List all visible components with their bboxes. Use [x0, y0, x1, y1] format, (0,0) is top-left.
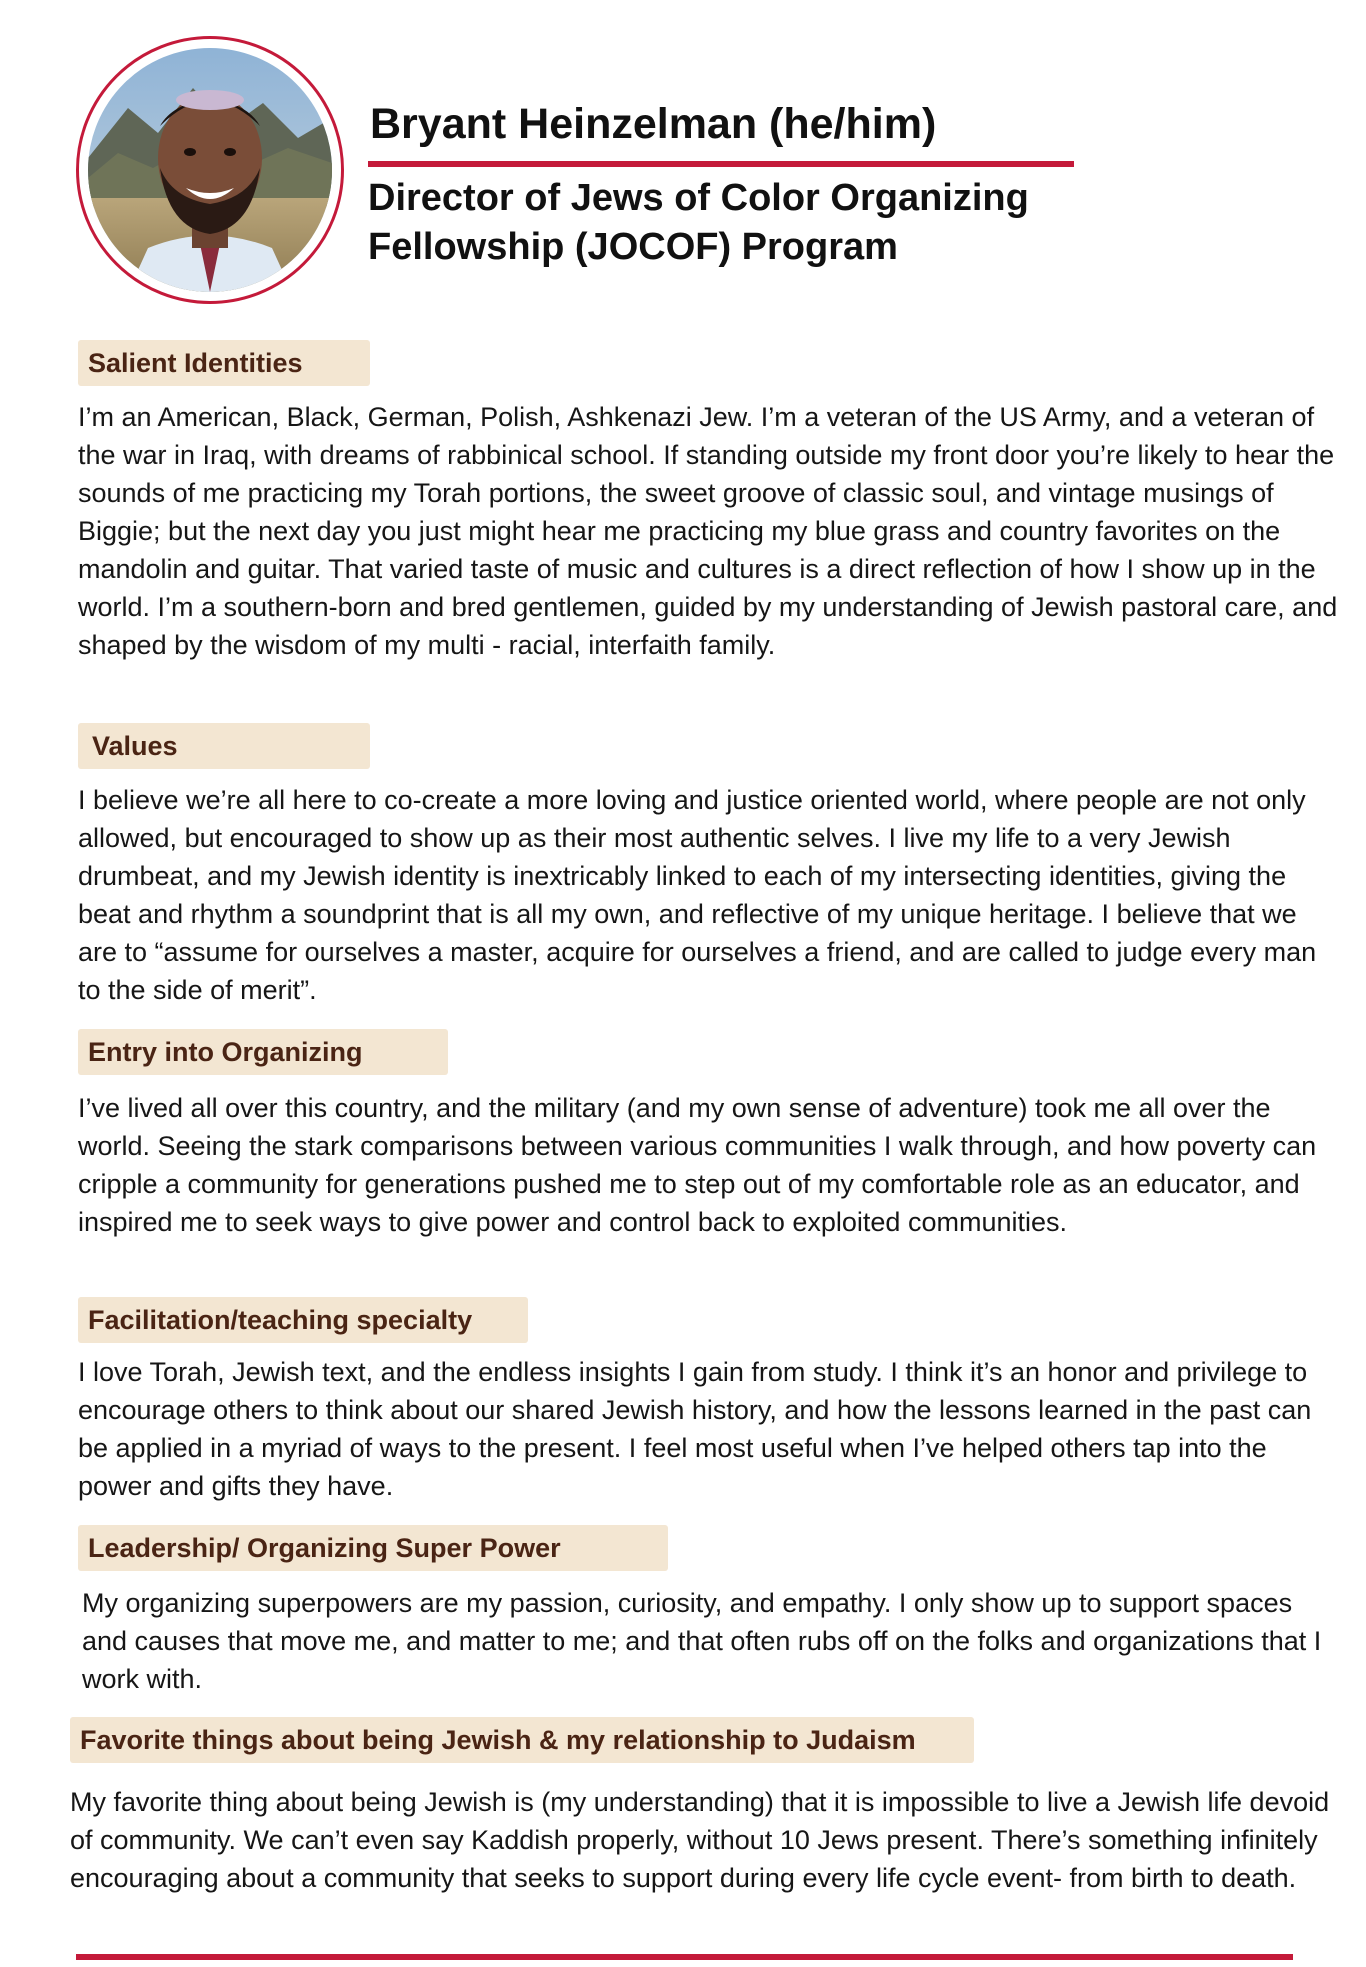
section-body-leadership-super-power: My organizing superpowers are my passion, curiosity, and empathy. I only show up to support spaces and causes that move me, and matter to me; and that often rubs off on the folks and organizations that I work with.: [82, 1588, 1322, 1694]
section-label-salient-identities: Salient Identities: [78, 340, 370, 386]
section-body-entry-into-organizing: I’ve lived all over this country, and the military (and my own sense of adventure) took me all over the world. Seeing the stark comparisons between various communities I walk through, and how poverty can cripple a community for generations pushed me to step out of my comfortable role as an educator, and inspired me to seek ways to give power and control back to exploited communities.: [78, 1093, 1317, 1237]
section-body-salient-identities: I’m an American, Black, German, Polish, Ashkenazi Jew. I’m a veteran of the US Army, and a veteran of the war in Iraq, with dreams of rabbinical school. If standing outside my front door you’re likely to hear the sounds of me practicing my Torah portions, the sweet groove of classic soul, and vintage musings of Biggie; but the next day you just might hear me practicing my blue grass and country favorites on the mandolin and guitar. That varied taste of music and cultures is a direct reflection of how I show up in the world. I’m a southern-born and bred gentlemen, guided by my understanding of Jewish pastoral care, and shaped by the wisdom of my multi - racial, interfaith family.: [78, 402, 1338, 660]
section-label-values: Values: [78, 723, 370, 769]
section-body-values: I believe we’re all here to co-create a more loving and justice oriented world, where people are not only allowed, but encouraged to show up as their most authentic selves. I live my life to a very Jewish drumbeat, and my Jewish identity is inextricably linked to each of my intersecting identities, giving the beat and rhythm a soundprint that is all my own, and reflective of my unique heritage. I believe that we are to “assume for ourselves a master, acquire for ourselves a friend, and are called to judge every man to the side of merit”.: [78, 785, 1317, 1005]
section-body-favorite-things-jewish: My favorite thing about being Jewish is (my understanding) that it is impossible to live a Jewish life devoid of community. We can’t even say Kaddish properly, without 10 Jews present. There’s something infinitely encouraging about a community that seeks to support during every life cycle event- from birth to death.: [70, 1787, 1330, 1893]
avatar-ring: [76, 36, 344, 304]
avatar: [88, 48, 332, 292]
section-label-facilitation-teaching-specialty: Facilitation/teaching specialty: [78, 1297, 528, 1343]
section-label-leadership-super-power: Leadership/ Organizing Super Power: [78, 1525, 668, 1571]
person-role: Director of Jews of Color Organizing Fellowship (JOCOF) Program: [368, 177, 1029, 268]
name-divider: [368, 161, 1074, 167]
footer-divider: [76, 1954, 1293, 1960]
portrait-photo: [88, 48, 332, 292]
section-label-favorite-things-jewish: Favorite things about being Jewish & my relationship to Judaism: [70, 1717, 974, 1763]
person-name: Bryant Heinzelman (he/him): [370, 100, 937, 148]
section-label-entry-into-organizing: Entry into Organizing: [78, 1029, 448, 1075]
section-body-facilitation-teaching-specialty: I love Torah, Jewish text, and the endless insights I gain from study. I think it’s an honor and privilege to encourage others to think about our shared Jewish history, and how the lessons learned in the past can be applied in a myriad of ways to the present. I feel most useful when I’ve helped others tap into the power and gifts they have.: [78, 1357, 1312, 1501]
